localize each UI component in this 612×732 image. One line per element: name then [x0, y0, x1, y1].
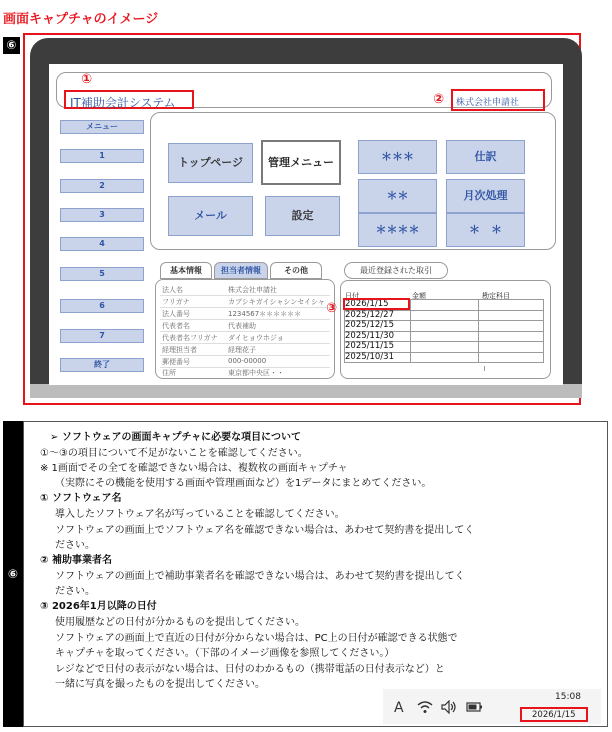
- item3-line-2: ソフトウェアの画面上で直近の日付が分からない場合は、PC上の日付が確認できる状態で: [55, 633, 458, 644]
- marker-2: ②: [433, 92, 445, 107]
- menu-button-stars4[interactable]: ＊＊＊＊: [358, 213, 437, 247]
- sidebar-item-3[interactable]: 3: [60, 208, 144, 222]
- page-heading: 画面キャプチャのイメージ: [3, 12, 159, 27]
- scroll-mark: [484, 366, 485, 371]
- info-label: 住所: [162, 369, 176, 377]
- info-label: 法人番号: [162, 310, 190, 318]
- info-value: ダイヒョウホジョ: [228, 334, 284, 342]
- menu-button-stars3[interactable]: ＊＊＊: [358, 140, 437, 174]
- menu-button-stars-spaced[interactable]: ＊ ＊: [446, 213, 525, 247]
- item3-line-1: 使用履歴などの日付が分かるものを提出してください。: [55, 617, 305, 628]
- item3-line-4: レジなどで日付の表示がない場合は、日付のわかるもの（携帯電話の日付表示など）と: [55, 664, 445, 675]
- wifi-icon[interactable]: [417, 700, 433, 714]
- sidebar-menu-title[interactable]: メニュー: [60, 120, 144, 134]
- admin-menu-button[interactable]: 管理メニュー: [261, 140, 341, 185]
- monthly-process-button[interactable]: 月次処理: [446, 179, 525, 213]
- note-line-1: ※ 1画面でその全てを確認できない場合は、複数枚の画面キャプチャ: [40, 463, 348, 474]
- taskbar-date: 2026/1/15: [532, 710, 576, 720]
- info-divider: [160, 343, 330, 344]
- item2-title: ② 補助事業者名: [40, 555, 112, 566]
- item1-line-1: 導入したソフトウェア名が写っていることを確認してください。: [55, 509, 345, 520]
- laptop-base: [30, 384, 582, 398]
- table-cell-date: 2025/10/31: [345, 352, 394, 362]
- taskbar-time: 15:08: [555, 692, 581, 702]
- info-label: 経理担当者: [162, 346, 197, 354]
- battery-icon[interactable]: [466, 700, 484, 714]
- column-header-account: 勘定科目: [482, 292, 510, 300]
- sidebar-item-6[interactable]: 6: [60, 299, 144, 313]
- info-value: 株式会社申請社: [228, 286, 277, 294]
- instructions-title: ➢ ソフトウェアの画面キャプチャに必要な項目について: [50, 432, 301, 443]
- company-name: 株式会社申請社: [456, 98, 520, 108]
- instructions-intro: ①～③の項目について不足がないことを確認してください。: [40, 448, 308, 459]
- item3-line-5: 一緒に写真を撮ったものを提出してください。: [55, 679, 265, 690]
- block-number-bottom: ⑥: [3, 421, 23, 727]
- info-value: カブシキガイシャシンセイシャ: [228, 298, 325, 306]
- info-label: 代表者名: [162, 322, 190, 330]
- tab-other[interactable]: その他: [270, 262, 322, 279]
- item1-line-2: ソフトウェアの画面上でソフトウェア名を確認できない場合は、あわせて契約書を提出してく: [55, 525, 475, 536]
- menu-button-stars2[interactable]: ＊＊: [358, 179, 437, 213]
- logout-button[interactable]: 終了: [60, 358, 144, 372]
- table-cell-date: 2025/12/15: [345, 320, 394, 330]
- info-label: フリガナ: [162, 298, 190, 306]
- info-label: 郵便番号: [162, 358, 190, 366]
- info-value: 東京都中央区・・: [228, 369, 284, 377]
- note-line-2: （実際にその機能を使用する画面や管理画面など）を1データにまとめてください。: [55, 478, 432, 489]
- info-divider: [160, 295, 330, 296]
- info-divider: [160, 307, 330, 308]
- mail-button[interactable]: メール: [168, 196, 253, 236]
- item3-line-3: キャプチャを取ってください。（下部のイメージ画像を参照してください。）: [55, 648, 395, 659]
- info-value: 経理花子: [228, 346, 256, 354]
- table-cell-date: 2025/12/27: [345, 310, 394, 320]
- table-cell-date: 2025/11/30: [345, 331, 394, 341]
- speaker-icon[interactable]: [441, 700, 457, 714]
- column-header-amount: 金額: [412, 292, 426, 300]
- info-value: 000-00000: [228, 357, 267, 365]
- journal-button[interactable]: 仕訳: [446, 140, 525, 174]
- system-title: IT補助会計システム: [70, 96, 176, 110]
- info-divider: [160, 355, 330, 356]
- top-page-button[interactable]: トップページ: [168, 143, 253, 183]
- info-divider: [160, 331, 330, 332]
- sidebar-item-7[interactable]: 7: [60, 329, 144, 343]
- item1-line-3: ださい。: [55, 540, 95, 551]
- sidebar-item-1[interactable]: 1: [60, 149, 144, 163]
- info-divider: [160, 319, 330, 320]
- item2-line-1: ソフトウェアの画面上で補助事業者名を確認できない場合は、あわせて契約書を提出してく: [55, 571, 465, 582]
- table-cell-date: 2026/1/15: [345, 299, 389, 309]
- tab-basic-info[interactable]: 基本情報: [160, 262, 212, 279]
- block-number-top: ⑥: [3, 37, 20, 54]
- sidebar-item-4[interactable]: 4: [60, 237, 144, 251]
- column-header-date: 日付: [345, 292, 359, 300]
- item1-title: ① ソフトウェア名: [40, 493, 122, 504]
- date-highlight: [343, 298, 410, 310]
- info-value: 代表補助: [228, 322, 256, 330]
- recent-transactions-label: 最近登録された取引: [344, 262, 448, 279]
- tab-staff-info[interactable]: 担当者情報: [214, 262, 268, 279]
- info-label: 代表者名フリガナ: [162, 334, 218, 342]
- settings-button[interactable]: 設定: [265, 196, 340, 236]
- item3-title: ③ 2026年1月以降の日付: [40, 601, 157, 612]
- marker-3: ③: [326, 301, 338, 316]
- ime-indicator[interactable]: A: [394, 700, 404, 716]
- info-label: 法人名: [162, 286, 183, 294]
- item2-line-2: ださい。: [55, 586, 95, 597]
- marker-1: ①: [81, 72, 93, 87]
- table-cell-date: 2025/11/15: [345, 341, 394, 351]
- info-value: 1234567＊＊＊＊＊＊: [228, 310, 302, 318]
- sidebar-item-5[interactable]: 5: [60, 267, 144, 281]
- sidebar-item-2[interactable]: 2: [60, 179, 144, 193]
